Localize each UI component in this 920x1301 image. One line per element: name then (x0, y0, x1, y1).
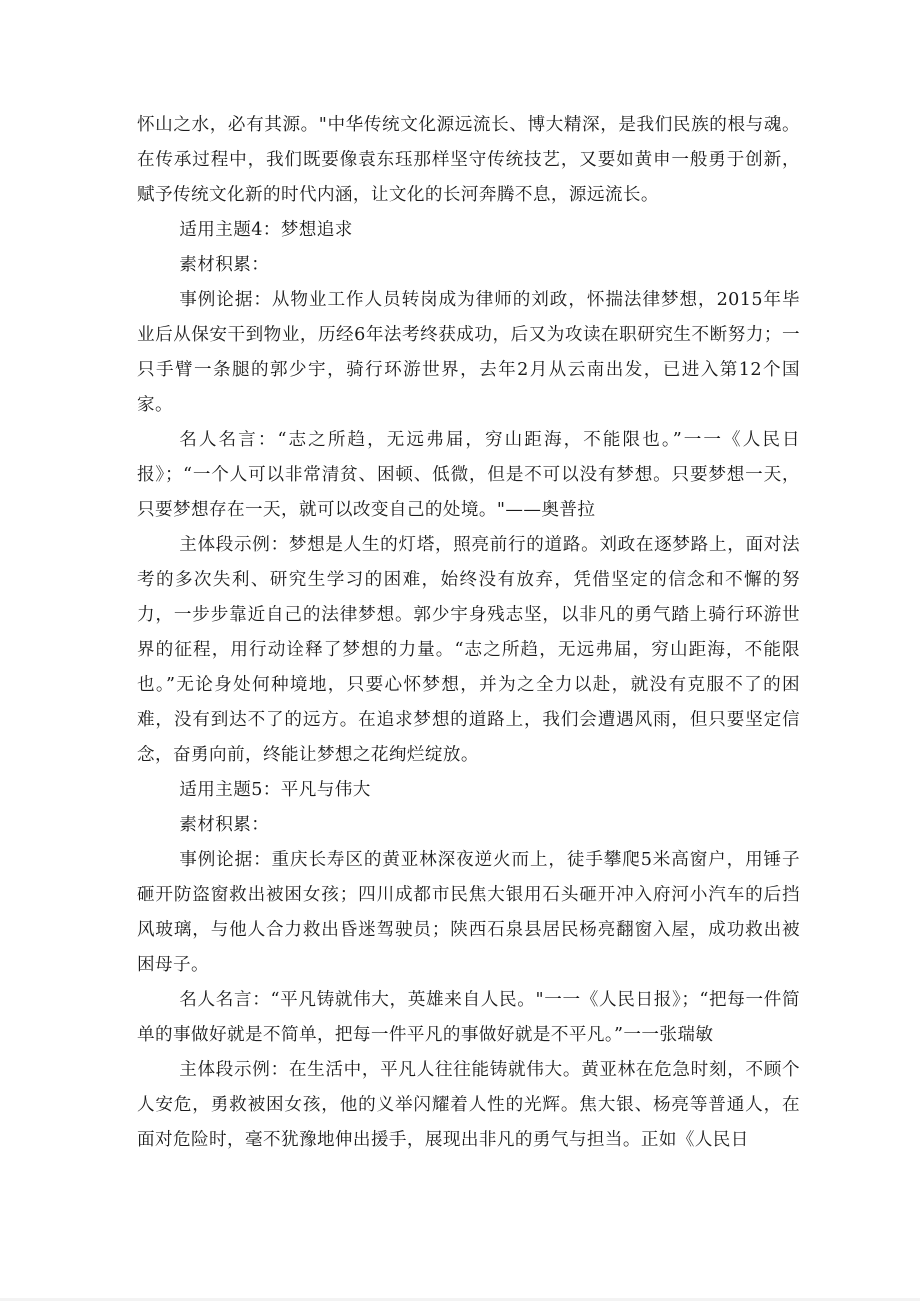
paragraph-sample-body: 主体段示例：梦想是人生的灯塔，照亮前行的道路。刘政在逐梦路上，面对法考的多次失利、研究生学习的困难，始终没有放弃，凭借坚定的信念和不懈的努力，一步步靠近自己的法律梦想。郭少宇身残志坚，以非凡的勇气踏上骑行环游世界的征程，用行动诠释了梦想的力量。“志之所趋，无远弗届，穷山距海，不能限也。”无论身处何种境地，只要心怀梦想，并为之全力以赴，就没有克服不了的困难，没有到达不了的远方。在追求梦想的道路上，我们会遭遇风雨，但只要坚定信念，奋勇向前，终能让梦想之花绚烂绽放。 (137, 535, 800, 765)
material-label: 素材积累： (179, 815, 270, 835)
paragraph-sample-body: 主体段示例：在生活中，平凡人往往能铸就伟大。黄亚林在危急时刻，不顾个人安危，勇救被困女孩，他的义举闪耀着人性的光辉。焦大银、杨亮等普通人，在面对危险时，毫不犹豫地伸出援手，展现出非凡的勇气与担当。正如《人民日 (137, 1060, 800, 1150)
paragraph-case-evidence: 事例论据：重庆长寿区的黄亚林深夜逆火而上，徒手攀爬5米高窗户，用锤子砸开防盗窗救出被困女孩；四川成都市民焦大银用石头砸开冲入府河小汽车的后挡风玻璃，与他人合力救出昏迷驾驶员；陕西石泉县居民杨亮翻窗入屋，成功救出被困母子。 (137, 850, 800, 975)
paragraph-cultural-heritage-conclusion: 怀山之水，必有其源。"中华传统文化源远流长、博大精深，是我们民族的根与魂。在传承过程中，我们既要像袁东珏那样坚守传统技艺，又要如黄申一般勇于创新，赋予传统文化新的时代内涵，让文化的长河奔腾不息，源远流长。 (137, 115, 800, 205)
theme-heading-ordinary-and-great: 适用主题5：平凡与伟大 (179, 780, 371, 800)
paragraph-case-evidence: 事例论据：从物业工作人员转岗成为律师的刘政，怀揣法律梦想，2015年毕业后从保安干到物业，历经6年法考终获成功，后又为攻读在职研究生不断努力；一只手臂一条腿的郭少宇，骑行环游世界，去年2月从云南出发，已进入第12个国家。 (137, 290, 800, 415)
paragraph-famous-quotes: 名人名言：“平凡铸就伟大，英雄来自人民。"一一《人民日报》；“把每一件简单的事做好就是不简单，把每一件平凡的事做好就是不平凡。”一一张瑞敏 (137, 990, 800, 1045)
material-label: 素材积累： (179, 255, 270, 275)
theme-heading-dream-pursuit: 适用主题4：梦想追求 (179, 220, 353, 240)
paragraph-famous-quotes: 名人名言：“志之所趋，无远弗届，穷山距海，不能限也。”一一《人民日报》；“一个人可以非常清贫、困顿、低微，但是不可以没有梦想。只要梦想一天，只要梦想存在一天，就可以改变自己的处境。"——奥普拉 (137, 430, 800, 520)
